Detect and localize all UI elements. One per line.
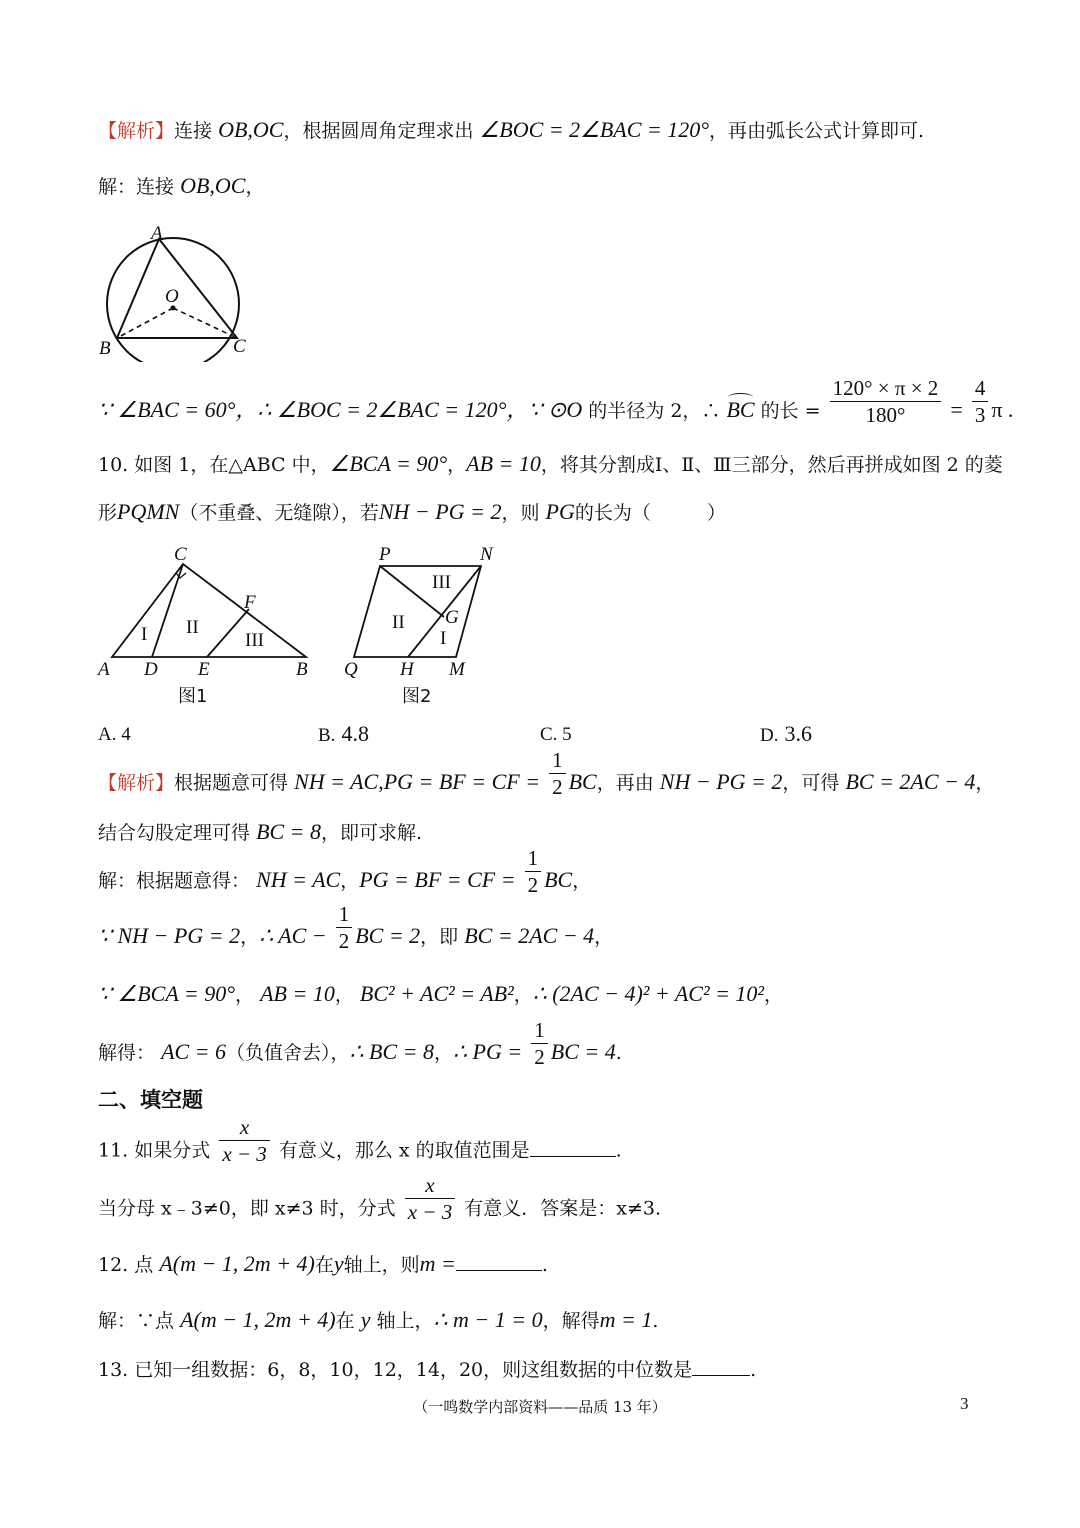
analysis-tag: 【解析】 (98, 772, 175, 794)
math: PQMN (117, 499, 180, 524)
option-value: 3.6 (784, 721, 813, 746)
text: ，再由弧长公式计算即可. (709, 120, 925, 142)
fraction (336, 901, 353, 954)
denominator: 3 (974, 402, 986, 427)
q10-analysis-line2 (98, 818, 422, 847)
q9-analysis-line (98, 116, 924, 145)
q12-question (98, 1250, 548, 1279)
option-label: C. 5 (540, 724, 572, 745)
text: . (615, 1042, 622, 1064)
math: AB = 10 (466, 451, 541, 476)
text: 轴上，则 (343, 1254, 420, 1276)
math: PG = BF = CF = (359, 867, 516, 892)
part-2: II (186, 617, 199, 638)
label-c: C (233, 336, 246, 357)
q9-solution-intro (98, 172, 264, 201)
math: ，∵ ⊙ (506, 397, 567, 422)
math: NH = AC,PG = BF = CF = (294, 769, 541, 794)
text: ） (706, 502, 726, 524)
math: ∵ NH − PG = 2 (98, 923, 241, 948)
label-o: O (165, 286, 179, 307)
fraction (531, 1017, 548, 1070)
numerator: 1 (549, 747, 566, 774)
text: 当分母 x﹣3≠0，即 x≠3 时，分式 (98, 1197, 396, 1220)
q11-question (98, 1115, 622, 1167)
text: ， (513, 984, 533, 1006)
text: ，可得 (782, 772, 840, 794)
footer-text: （一鸣数学内部资料——品质 13 年） (413, 1398, 667, 1416)
math: AC = 6 (161, 1039, 227, 1064)
text: ， (235, 984, 255, 1006)
fraction (405, 1172, 456, 1225)
math: ∴ AC − (259, 923, 327, 948)
label-q: Q (344, 659, 358, 680)
denominator: 2 (338, 928, 350, 953)
math: OB,OC (180, 173, 246, 198)
answer-blank (456, 1270, 542, 1271)
label-f: F (244, 592, 256, 613)
option-label: A. 4 (98, 724, 131, 745)
text: 有意义，那么 x 的取值范围是 (278, 1139, 530, 1162)
math: BC = 8 (256, 819, 322, 844)
q13-question (98, 1356, 756, 1384)
math: ∠BCA = 90° (329, 451, 448, 476)
math: π . (991, 397, 1014, 422)
math: ，∴ ∠BOC = 2∠BAC = 120° (235, 397, 507, 422)
label-b: B (296, 659, 308, 680)
math: O (566, 397, 583, 422)
math: BC² + AC² = AB² (359, 981, 514, 1006)
math: ∵ ∠BAC = 60° (98, 397, 236, 422)
math: NH = AC (256, 867, 341, 892)
text: ，将其分割成Ⅰ、Ⅱ、Ⅲ三部分，然后再拼成如图 2 的菱 (540, 454, 1003, 476)
denominator: x − 3 (222, 1142, 267, 1166)
option-a (98, 720, 131, 749)
section-title: 二、填空题 (98, 1087, 203, 1112)
option-label: D. (760, 725, 779, 746)
math: m = (419, 1251, 456, 1276)
math: BC = 4 (550, 1039, 616, 1064)
math: ∴ PG = (453, 1039, 523, 1064)
text: ， (594, 926, 614, 948)
math: BC = 2AC − 4 (845, 769, 976, 794)
q12-solution (98, 1306, 658, 1335)
text: ， (572, 870, 592, 892)
figure-1-caption: 图1 (178, 686, 208, 707)
numerator: x (219, 1114, 270, 1141)
circle-triangle-figure (96, 222, 256, 362)
math: BC (568, 769, 597, 794)
math: y (360, 1307, 371, 1332)
math: BC = 2 (355, 923, 421, 948)
option-d (760, 720, 812, 750)
denominator: 2 (552, 774, 563, 799)
numerator: 4 (972, 375, 989, 402)
text: ，则 (501, 502, 540, 524)
text: . (541, 1254, 548, 1276)
text: ，再由 (596, 772, 654, 794)
text: 解：∵点 (98, 1310, 175, 1332)
figure-1 (94, 540, 324, 715)
math: ∵ ∠BCA = 90° (98, 981, 236, 1006)
option-value: 4.8 (341, 721, 369, 746)
text: . (615, 1139, 622, 1162)
text: 有意义．答案是：x≠3. (464, 1197, 662, 1220)
text: 的长为（ (574, 502, 651, 524)
text: . (750, 1359, 757, 1381)
fraction (549, 747, 566, 800)
text: ， (245, 176, 265, 198)
text: 解：根据题意得： (98, 870, 251, 892)
text: 解：连接 (98, 176, 175, 198)
page-number: 3 (960, 1394, 969, 1413)
label-c: C (174, 544, 187, 565)
label-n: N (480, 544, 493, 565)
answer-blank (530, 1156, 616, 1157)
math: ∴ (2AC − 4)² + AC² = 10² (532, 981, 765, 1006)
math: A(m − 1, 2m + 4) (180, 1307, 336, 1332)
q10-solution-line1 (98, 845, 592, 898)
denominator: 2 (527, 872, 539, 897)
label-b: B (99, 338, 111, 359)
denominator: 180° (865, 402, 906, 427)
math: A(m − 1, 2m + 4) (159, 1251, 315, 1276)
text: 的长 = (754, 400, 821, 422)
fraction (972, 375, 989, 428)
text: 解得： (98, 1042, 156, 1064)
text: 根据题意可得 (174, 772, 289, 794)
label-a: A (98, 659, 110, 680)
numerator: 1 (525, 845, 542, 872)
math: m = 1 (599, 1307, 653, 1332)
text: ， (764, 984, 784, 1006)
math: OB,OC (218, 117, 284, 142)
figure-2-caption: 图2 (402, 686, 432, 707)
numerator: 1 (336, 901, 353, 928)
part-3: III (245, 630, 264, 651)
part-1: I (141, 624, 148, 645)
q10-line2 (98, 498, 726, 527)
analysis-tag: 【解析】 (98, 120, 175, 142)
q10-solution-line3 (98, 980, 783, 1009)
option-label: B. (318, 725, 336, 746)
q10-solution-line4 (98, 1017, 622, 1070)
math: PG (545, 499, 575, 524)
label-a: A (151, 223, 163, 244)
figure-2 (340, 540, 510, 715)
text: 结合勾股定理可得 (98, 822, 251, 844)
math: ∠BOC = 2∠BAC = 120° (479, 117, 710, 142)
math: y (333, 1251, 344, 1276)
part-1: I (440, 628, 447, 649)
text: 连接 (174, 120, 213, 142)
text: 11. 如果分式 (98, 1139, 211, 1162)
fraction (830, 375, 942, 428)
text: 13. 已知一组数据：6，8，10，12，14，20，则这组数据的中位数是 (98, 1359, 693, 1381)
text: ， (240, 926, 260, 948)
numerator: 120° × π × 2 (830, 375, 942, 402)
option-b (318, 720, 369, 750)
q10-solution-line2 (98, 901, 614, 954)
label-h: H (400, 659, 414, 680)
text: 形 (98, 502, 118, 524)
text: . (652, 1310, 659, 1332)
math: BC = 2AC − 4 (464, 923, 595, 948)
text: ， (447, 454, 467, 476)
part-3: III (432, 572, 451, 593)
text: ， (434, 1042, 454, 1064)
numerator: x (405, 1172, 456, 1199)
math: AB = 10 (260, 981, 335, 1006)
text: （不重叠、无缝隙），若 (179, 502, 379, 524)
text: 轴上， (376, 1310, 434, 1332)
text: （负值舍去）， (226, 1042, 350, 1064)
text: ， (334, 984, 354, 1006)
math: NH − PG = 2 (378, 499, 502, 524)
option-c (540, 720, 572, 749)
text: 的半径为 2，∴ (582, 400, 721, 422)
denominator: x − 3 (407, 1200, 453, 1224)
text: 12. 点 (98, 1254, 154, 1276)
text: ，解得 (542, 1310, 600, 1332)
math: NH − PG = 2 (659, 769, 783, 794)
text: ，根据圆周角定理求出 (283, 120, 474, 142)
math: BC (544, 867, 573, 892)
answer-blank (692, 1375, 750, 1376)
q10-line1 (98, 450, 1003, 479)
label-d: D (144, 659, 158, 680)
numerator: 1 (531, 1017, 548, 1044)
text: ， (975, 772, 995, 794)
text: 在 (314, 1254, 334, 1276)
math: ∴ m − 1 = 0 (433, 1307, 543, 1332)
label-p: P (379, 544, 391, 565)
label-e: E (198, 659, 210, 680)
label-m: M (449, 659, 465, 680)
label-g: G (445, 607, 459, 628)
q11-solution (98, 1173, 662, 1225)
text: ，即可求解. (321, 822, 423, 844)
arc-bc: BC (726, 397, 755, 422)
math: = (950, 397, 963, 422)
fraction (219, 1114, 270, 1167)
fraction (525, 845, 542, 898)
part-2: II (392, 612, 405, 633)
denominator: 2 (534, 1044, 545, 1069)
text: 在 (335, 1310, 355, 1332)
math: ∴ BC = 8 (349, 1039, 435, 1064)
text: ， (340, 870, 360, 892)
text: ，即 (420, 926, 459, 948)
q10-analysis-line1 (98, 747, 995, 800)
text: 10. 如图 1，在△ABC 中， (98, 454, 330, 476)
